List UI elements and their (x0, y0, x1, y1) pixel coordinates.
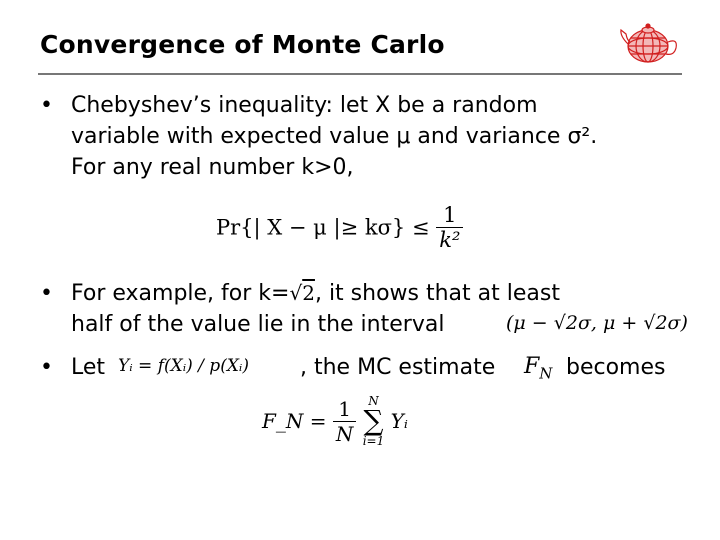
fraction-numerator: 1 (436, 203, 463, 228)
bullet-marker: • (40, 93, 53, 118)
bullet-text: , the MC estimate (300, 355, 496, 380)
bullet-text: , it shows that at least (314, 281, 560, 306)
bullet-text: half of the value lie in the interval (71, 312, 445, 337)
fn-subscript: N (539, 364, 553, 383)
sum-symbol: ∑ (363, 404, 384, 437)
fn-equation (262, 395, 408, 447)
equation-fraction (436, 203, 463, 252)
fn-fraction (333, 397, 357, 446)
fraction-numerator: 1 (333, 397, 357, 422)
title-divider (38, 73, 682, 75)
equation-lhs: Pr{| X − μ |≥ kσ} ≤ (216, 215, 430, 240)
sum-term: Yᵢ (390, 409, 408, 433)
fn-equation-lhs: F_N = (262, 409, 327, 433)
sqrt-symbol: √ (289, 281, 303, 305)
teapot-wireframe-icon (618, 16, 680, 70)
summation (363, 395, 385, 447)
fraction-denominator: N (335, 421, 354, 446)
fn-symbol (524, 354, 552, 382)
sqrt-argument: 2 (302, 281, 315, 305)
bullet-line: Chebyshev’s inequality: let X be a random (71, 93, 538, 118)
interval-expression: (μ − √2σ, μ + √2σ) (506, 312, 688, 334)
bullet-marker: • (40, 281, 53, 306)
slide-title: Convergence of Monte Carlo (40, 30, 445, 59)
bullet-line: variable with expected value μ and variance σ². (71, 124, 598, 149)
sum-upper-limit: N (368, 394, 379, 408)
bullet-marker: • (40, 355, 53, 380)
bullet-text: Let (71, 355, 106, 380)
chebyshev-equation (216, 203, 463, 252)
bullet-line (71, 278, 720, 309)
fn-letter: F (524, 354, 540, 379)
bullet-text: For example, for k= (71, 281, 290, 306)
sqrt2-expression (289, 281, 314, 305)
bullet-chebyshev (40, 90, 700, 183)
bullet-line: For any real number k>0, (71, 155, 354, 180)
fraction-denominator: k² (439, 228, 461, 252)
yi-definition: Yᵢ = f(Xᵢ) / p(Xᵢ) (118, 356, 249, 376)
sum-lower-limit: i=1 (362, 434, 385, 448)
bullet-text: becomes (566, 355, 666, 380)
